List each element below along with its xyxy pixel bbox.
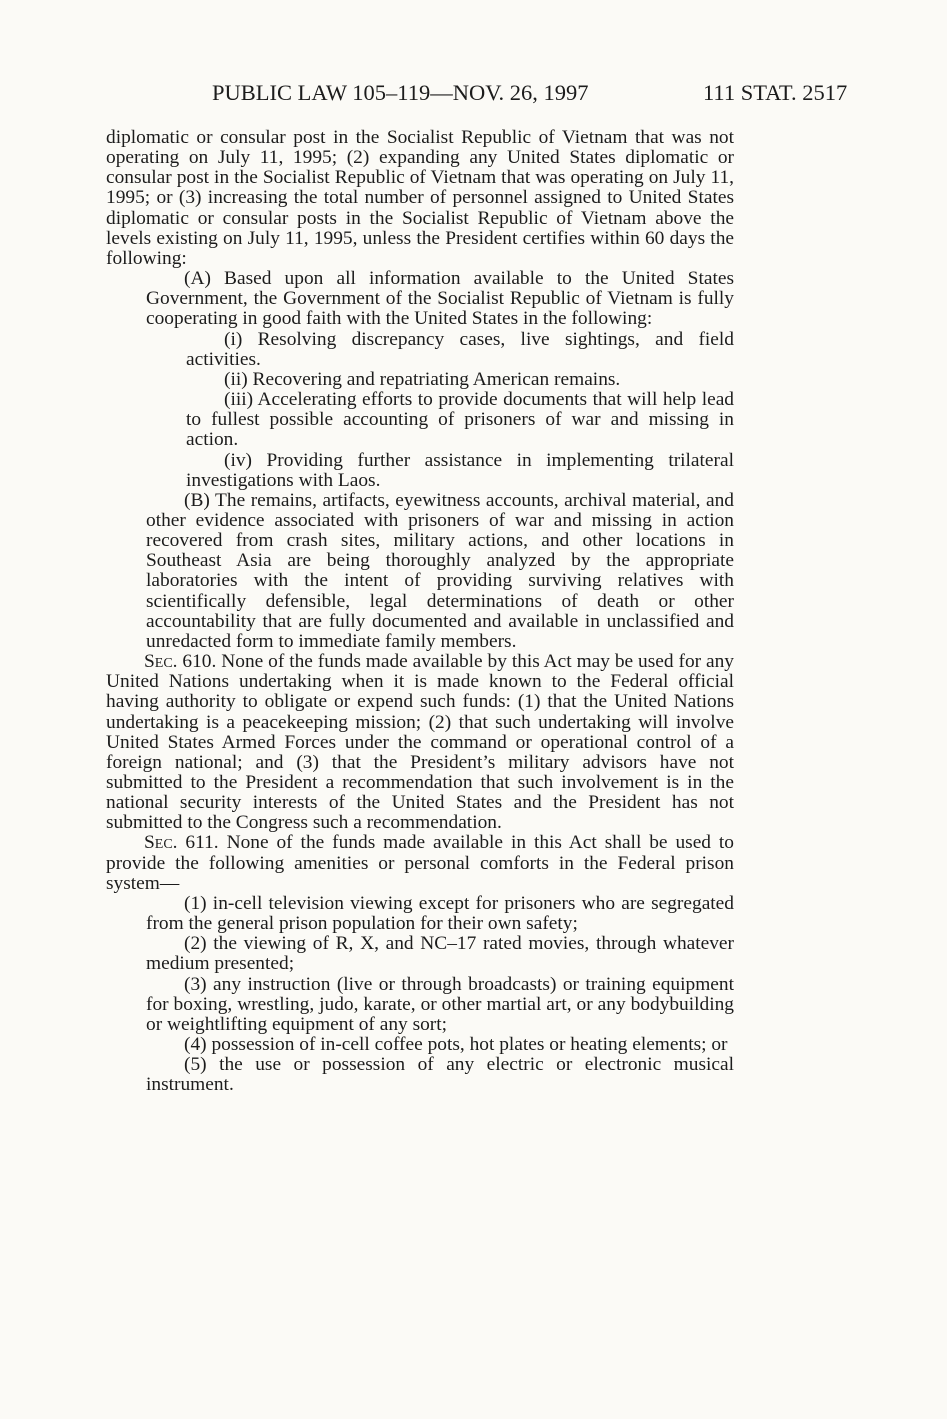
clause-a-ii: (ii) Recovering and repatriating American remains. — [224, 368, 621, 390]
section-611-label: Sec. 611. — [144, 832, 219, 854]
item-4: (4) possession of in-cell coffee pots, hot plates or heating elements; or — [184, 1034, 728, 1056]
section-610-label: Sec. 610. — [144, 651, 217, 673]
paragraph-a: (A) Based upon all information available to the United States Government, the Government of the Socialist Republic of Vietnam is fully cooperating in good faith with the United States in the following: — [146, 268, 734, 330]
section-610-text: None of the funds made available by this Act may be used for any United Nations undertaking when it is made known to the Federal official having authority to obligate or expend such funds: (1) that the United Nations undertaking is a peacekeeping mission; (2) that such undertaking will involve United States Armed Forces under the command or operational control of a foreign national; and (3) that the President’s military advisors have not submitted to the President a recommendation that such involvement is in the national security interests of the United States and the President has not submitted to the Congress such a recommendation. — [106, 651, 734, 834]
clause-a-i: (i) Resolving discrepancy cases, live sightings, and field activities. — [186, 328, 734, 370]
item-3: (3) any instruction (live or through broadcasts) or training equipment for boxing, wrestling, judo, karate, or other martial art, or any bodybuilding or weightlifting equipment of any sort; — [146, 973, 734, 1035]
section-610 — [106, 652, 734, 833]
paragraph-continued: diplomatic or consular post in the Socialist Republic of Vietnam that was not operating on July 11, 1995; (2) expanding any United States diplomatic or consular post in the Socialist Republic of Vietnam that was operating on July 11, 1995; or (3) increasing the total number of personnel assigned to United States diplomatic or consular posts in the Socialist Republic of Vietnam above the levels existing on July 11, 1995, unless the President certifies within 60 days the following: — [106, 127, 734, 269]
clause-a-iv: (iv) Providing further assistance in implementing trilateral investigations with Laos. — [186, 449, 734, 491]
clause-a-iii: (iii) Accelerating efforts to provide documents that will help lead to fullest possible accounting of prisoners of war and missing in action. — [186, 389, 734, 451]
paragraph-b: (B) The remains, artifacts, eyewitness accounts, archival material, and other evidence associated with prisoners of war and missing in action recovered from crash sites, military actions, and other locations in Southeast Asia are being thoroughly analyzed by the appropriate laboratories with the intent of providing surviving relatives with scientifically defensible, legal determinations of death or other accountability that are fully documented and available in unclassified and unredacted form to immediate family members. — [146, 489, 734, 652]
statute-page-number: 111 STAT. 2517 — [703, 80, 848, 105]
item-1: (1) in-cell television viewing except for prisoners who are segregated from the general prison population for their own safety; — [146, 892, 734, 935]
header-title: PUBLIC LAW 105–119—NOV. 26, 1997 — [212, 80, 589, 105]
running-header — [0, 78, 947, 108]
section-611-text: None of the funds made available in this Act shall be used to provide the following amenities or personal comforts in the Federal prison system— — [106, 832, 734, 894]
document-body — [106, 128, 734, 1096]
section-611 — [106, 833, 734, 893]
item-2: (2) the viewing of R, X, and NC–17 rated movies, through whatever medium presented; — [146, 933, 734, 975]
item-5: (5) the use or possession of any electric or electronic musical instrument. — [146, 1054, 734, 1096]
